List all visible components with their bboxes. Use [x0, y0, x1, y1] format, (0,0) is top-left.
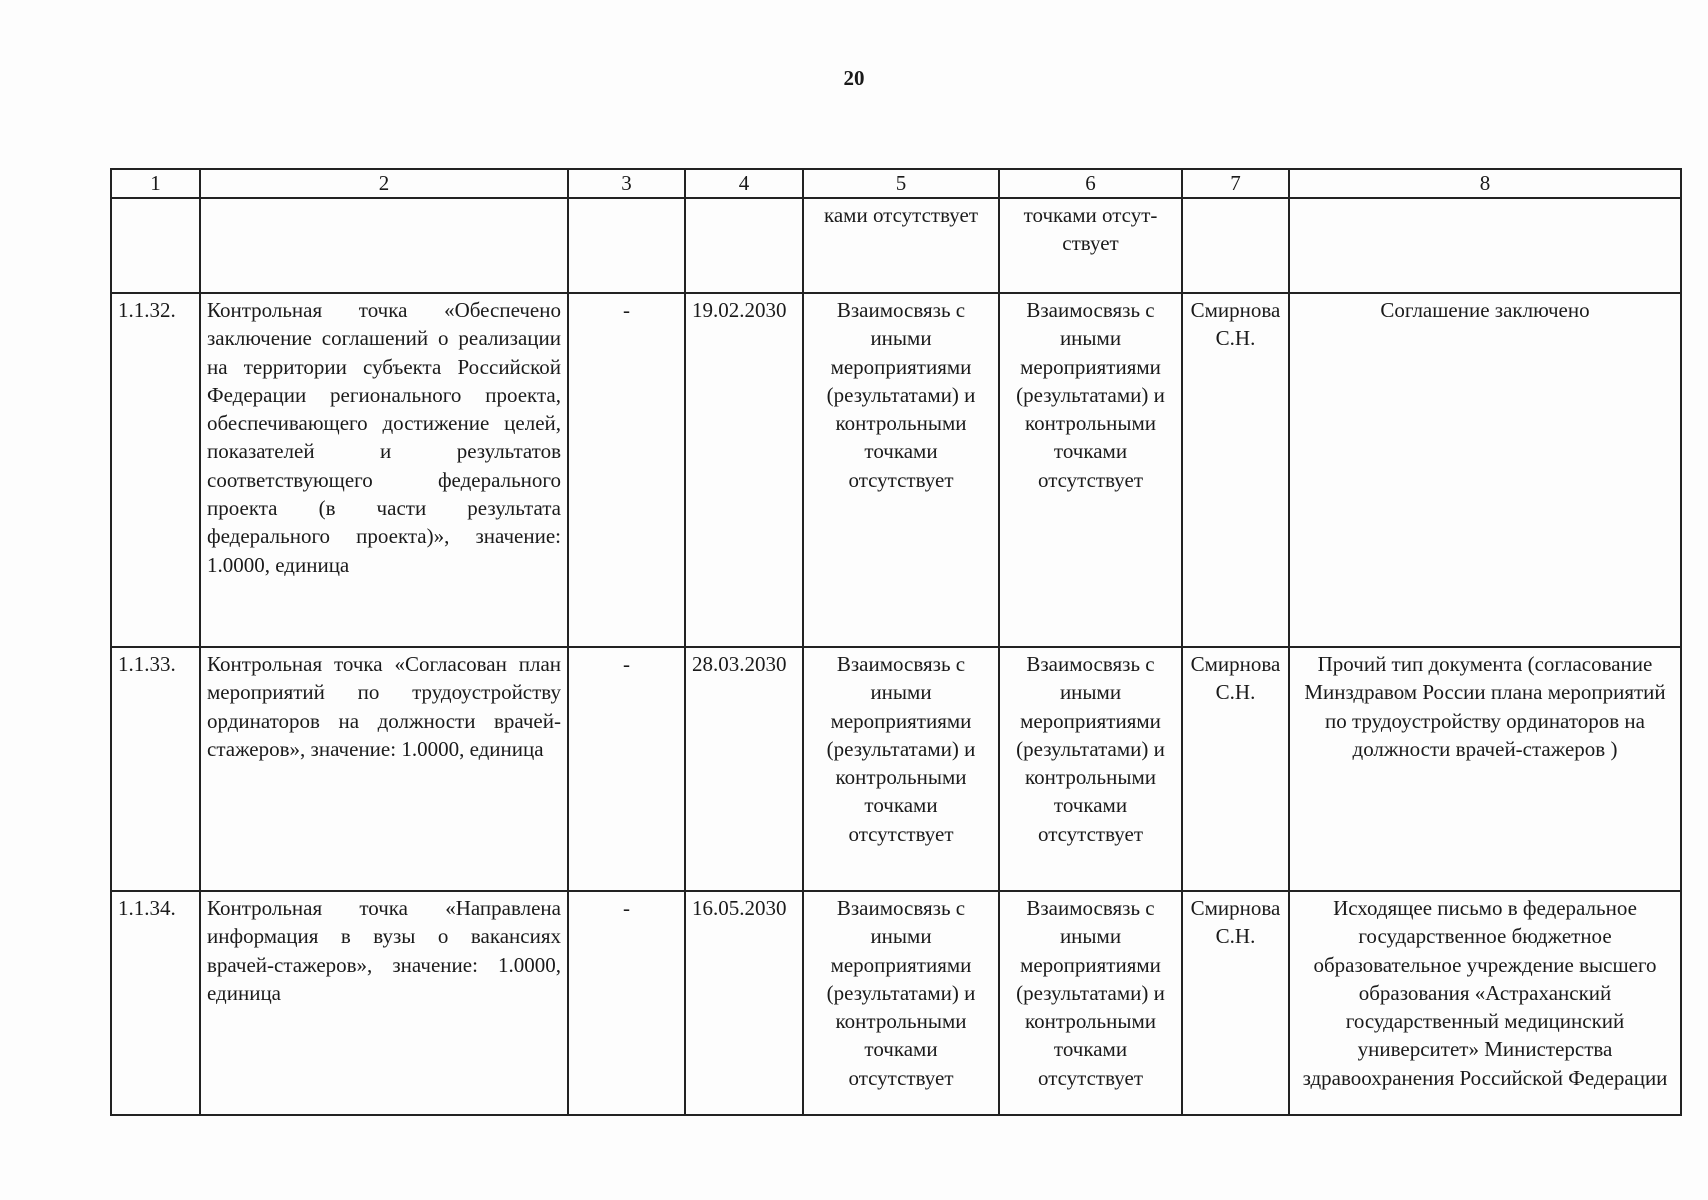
control-points-table — [110, 168, 1682, 1116]
cell-date: 16.05.2030 — [685, 891, 803, 1115]
table-row — [111, 293, 1681, 647]
cell-relation-continued: точками отсут-ствует — [999, 198, 1182, 293]
header-col-3: 3 — [568, 169, 685, 198]
cell-empty — [568, 198, 685, 293]
header-col-7: 7 — [1182, 169, 1289, 198]
cell-relation: Взаимосвязь с иными мероприятиями (результатами) и контрольными точками отсутствует — [803, 891, 999, 1115]
header-col-4: 4 — [685, 169, 803, 198]
cell-control-point: Контрольная точка «Направлена информация в вузы о вакансиях врачей-стажеров», значение: 1.0000, единица — [200, 891, 568, 1115]
cell-empty — [111, 198, 200, 293]
cell-empty — [685, 198, 803, 293]
cell-empty — [200, 198, 568, 293]
page-number: 20 — [843, 66, 865, 90]
cell-control-point: Контрольная точка «Согласован план мероприятий по трудоустройству ординаторов на должности врачей-стажеров», значение: 1.0000, единица — [200, 647, 568, 891]
cell-responsible: Смирнова С.Н. — [1182, 293, 1289, 647]
cell-number: 1.1.32. — [111, 293, 200, 647]
cell-relation: Взаимосвязь с иными мероприятиями (результатами) и контрольными точками отсутствует — [803, 293, 999, 647]
header-col-2: 2 — [200, 169, 568, 198]
cell-col3: - — [568, 647, 685, 891]
cell-col3: - — [568, 891, 685, 1115]
cell-relation: Взаимосвязь с иными мероприятиями (результатами) и контрольными точками отсутствует — [803, 647, 999, 891]
cell-relation: Взаимосвязь с иными мероприятиями (результатами) и контрольными точками отсутствует — [999, 891, 1182, 1115]
cell-empty — [1289, 198, 1681, 293]
cell-relation: Взаимосвязь с иными мероприятиями (результатами) и контрольными точками отсутствует — [999, 293, 1182, 647]
cell-number: 1.1.34. — [111, 891, 200, 1115]
cell-responsible: Смирнова С.Н. — [1182, 891, 1289, 1115]
header-col-5: 5 — [803, 169, 999, 198]
cell-document: Исходящее письмо в федеральное государственное бюджетное образовательное учреждение высшего образования «Астраханский государственный медицинский университет» Министерства здравоохранения Российской Федерации — [1289, 891, 1681, 1115]
cell-col3: - — [568, 293, 685, 647]
cell-relation-continued: ками отсутствует — [803, 198, 999, 293]
cell-document: Прочий тип документа (согласование Минздравом России плана мероприятий по трудоустройству ординаторов на должности врачей-стажеров ) — [1289, 647, 1681, 891]
cell-responsible: Смирнова С.Н. — [1182, 647, 1289, 891]
cell-document: Соглашение заключено — [1289, 293, 1681, 647]
cell-relation: Взаимосвязь с иными мероприятиями (результатами) и контрольными точками отсутствует — [999, 647, 1182, 891]
header-row — [111, 169, 1681, 198]
cell-date: 28.03.2030 — [685, 647, 803, 891]
table-row — [111, 891, 1681, 1115]
cell-control-point: Контрольная точка «Обеспечено заключение соглашений о реализации на территории субъекта Российской Федерации регионального проекта, обеспечивающего достижение целей, показателей и результатов соответствующего федерального проекта (в части результата федерального проекта)», значение: 1.0000, единица — [200, 293, 568, 647]
cell-date: 19.02.2030 — [685, 293, 803, 647]
header-col-1: 1 — [111, 169, 200, 198]
cell-empty — [1182, 198, 1289, 293]
cell-number: 1.1.33. — [111, 647, 200, 891]
continuation-row — [111, 198, 1681, 293]
table-row — [111, 647, 1681, 891]
header-col-8: 8 — [1289, 169, 1681, 198]
header-col-6: 6 — [999, 169, 1182, 198]
